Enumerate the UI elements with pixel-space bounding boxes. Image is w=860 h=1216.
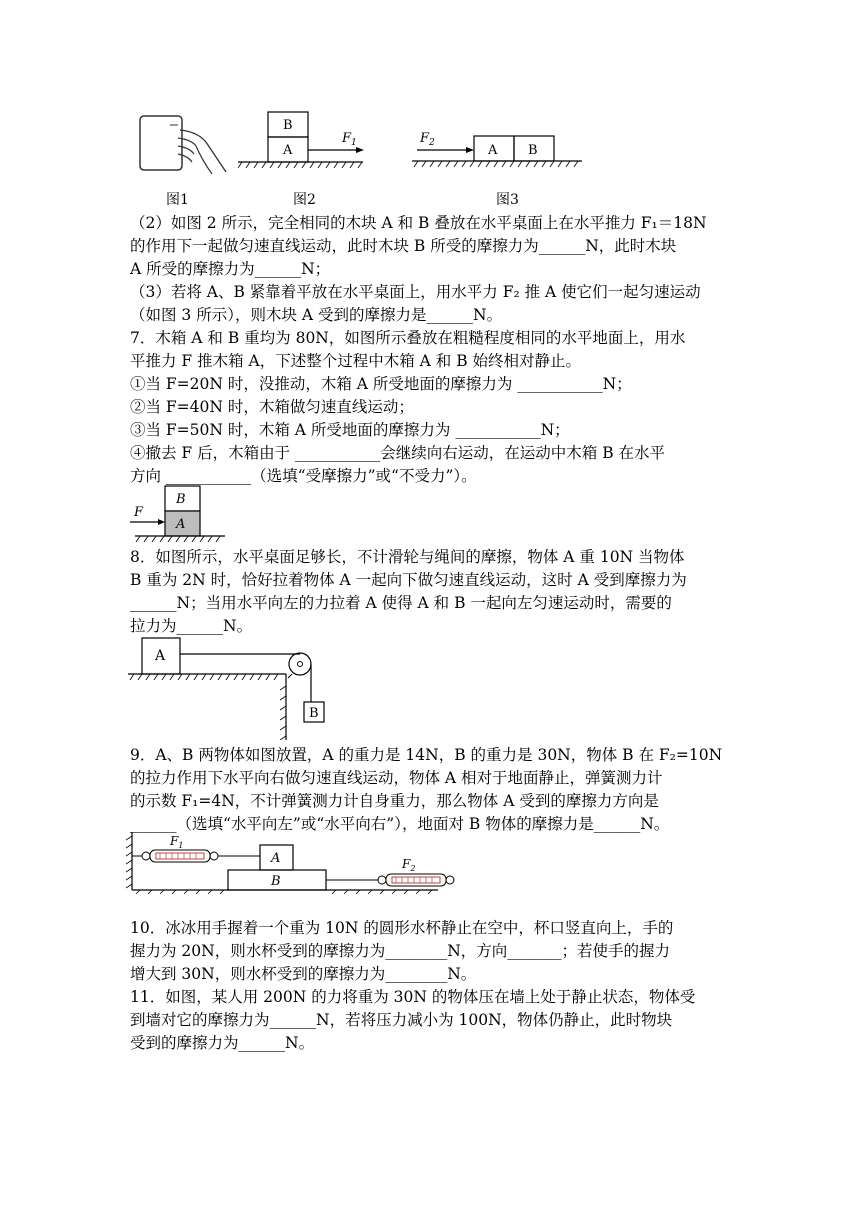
figure-3-force-label: $F_2$: [420, 131, 435, 148]
figure-7-force-label: F: [134, 505, 144, 520]
figure-3-side-by-side-blocks: [412, 128, 587, 178]
text-line: 方向 ___________（选填“受摩擦力”或“不受力”）。: [130, 467, 477, 485]
text-line: ②当 F=40N 时，木箱做匀速直线运动；: [130, 398, 414, 416]
figure-2-caption: 图2: [293, 192, 316, 208]
text-line: ④撤去 F 后，木箱由于 ___________会继续向右运动，在运动中木箱 B 在水平: [130, 444, 666, 462]
figure-7-boxes: [130, 484, 230, 544]
text-line: 平推力 F 推木箱 A，下述整个过程中木箱 A 和 B 始终相对静止。: [130, 352, 582, 370]
figure-3-block-b: B: [528, 143, 538, 158]
text-line: （2）如图 2 所示，完全相同的木块 A 和 B 叠放在水平桌面上在水平推力 F₁＝18N: [130, 214, 707, 232]
text-line: 握力为 20N，则水杯受到的摩擦力为________N，方向_______；若使手的握力: [130, 942, 671, 960]
figure-7-block-b: B: [176, 492, 186, 507]
text-line: ①当 F=20N 时，没推动，木箱 A 所受地面的摩擦力为 ___________N；: [130, 375, 632, 393]
figure-9-f2-label: $F_2$: [402, 857, 416, 873]
figure-9-f1-label: $F_1$: [170, 834, 184, 850]
text-line: A 所受的摩擦力为______N；: [130, 260, 331, 278]
figure-9-spring-balance: [126, 830, 458, 894]
text-line: 到墙对它的摩擦力为______N，若将压力减小为 100N，物体仍静止，此时物块: [130, 1011, 673, 1029]
figure-2-block-a: A: [283, 143, 293, 158]
text-line: 7．木箱 A 和 B 重均为 80N，如图所示叠放在粗糙程度相同的水平地面上，用水: [130, 329, 686, 347]
figure-1-caption: 图1: [166, 192, 189, 208]
figure-3-block-a: A: [488, 143, 498, 158]
figure-2-stacked-blocks: [238, 110, 378, 175]
figure-2-force-label: $F_1$: [342, 131, 357, 148]
text-line: 受到的摩擦力为______N。: [130, 1034, 315, 1052]
figure-3-caption: 图3: [496, 192, 519, 208]
figure-1-cup-in-hand: [130, 110, 230, 180]
text-line: 9．A、B 两物体如图放置，A 的重力是 14N，B 的重力是 30N，物体 B 在 F₂=10N: [130, 746, 723, 764]
text-line: B 重为 2N 时，恰好拉着物体 A 一起向下做匀速直线运动，这时 A 受到摩擦力为: [130, 571, 687, 589]
text-line: （3）若将 A、B 紧靠着平放在水平桌面上，用水平力 F₂ 推 A 使它们一起匀速运动: [130, 283, 701, 301]
figure-9-block-b: B: [271, 874, 281, 889]
text-line: ③当 F=50N 时，木箱 A 所受地面的摩擦力为 ___________N；: [130, 421, 570, 439]
text-line: ______（选填“水平向左”或“水平向右”），地面对 B 物体的摩擦力是______N。: [130, 815, 670, 833]
text-line: 11．如图，某人用 200N 的力将重为 30N 的物体压在墙上处于静止状态，物体受: [130, 988, 696, 1006]
figure-8-block-b: B: [309, 706, 319, 721]
figure-2-block-b: B: [283, 118, 293, 133]
text-line: ______N；当用水平向左的力拉着 A 使得 A 和 B 一起向左匀速运动时，需要的: [130, 594, 672, 612]
figure-9-block-a: A: [271, 851, 281, 866]
figure-8-pulley: [128, 636, 338, 740]
text-line: 增大到 30N，则水杯受到的摩擦力为________N。: [130, 965, 477, 983]
text-line: 8．如图所示，水平桌面足够长，不计滑轮与绳间的摩擦，物体 A 重 10N 当物体: [130, 548, 685, 566]
text-line: （如图 3 所示），则木块 A 受到的摩擦力是______N。: [130, 306, 503, 324]
figure-8-block-a: A: [155, 648, 166, 664]
text-line: 的拉力作用下水平向右做匀速直线运动，物体 A 相对于地面静止，弹簧测力计: [130, 769, 663, 787]
text-line: 拉力为______N。: [130, 617, 253, 635]
text-line: 的作用下一起做匀速直线运动，此时木块 B 所受的摩擦力为______N，此时木块: [130, 237, 677, 255]
figure-7-block-a: A: [176, 517, 186, 532]
text-line: 的示数 F₁=4N，不计弹簧测力计自身重力，那么物体 A 受到的摩擦力方向是: [130, 792, 659, 810]
text-line: 10．冰冰用手握着一个重为 10N 的圆形水杯静止在空中，杯口竖直向上，手的: [130, 919, 674, 937]
